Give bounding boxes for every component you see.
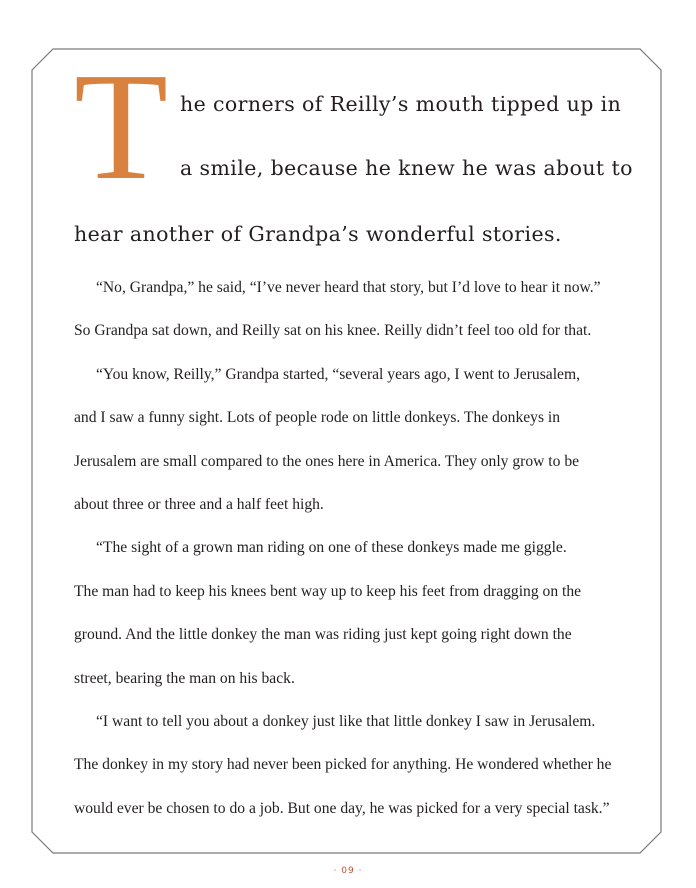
intro-line: he corners of Reilly’s mouth tipped up in	[180, 92, 622, 116]
body-line: “You know, Reilly,” Grandpa started, “several years ago, I went to Jerusalem,	[96, 365, 580, 383]
intro-line: hear another of Grandpa’s wonderful stories.	[74, 222, 562, 246]
body-line: and I saw a funny sight. Lots of people rode on little donkeys. The donkeys in	[74, 409, 561, 427]
drop-cap: T	[74, 42, 169, 212]
body-line: street, bearing the man on his back.	[74, 669, 295, 687]
intro-line: a smile, because he knew he was about to	[180, 156, 633, 180]
body-line: “The sight of a grown man riding on one of these donkeys made me giggle.	[96, 539, 567, 557]
body-line: ground. And the little donkey the man was riding just kept going right down the	[74, 626, 572, 644]
body-line: “I want to tell you about a donkey just like that little donkey I saw in Jerusalem.	[96, 713, 596, 730]
body-line: “No, Grandpa,” he said, “I’ve never heard that story, but I’d love to hear it now.”	[96, 279, 601, 296]
page-number: · 09 ·	[333, 866, 363, 876]
body-line: The donkey in my story had never been picked for anything. He wondered whether he	[74, 756, 612, 774]
body-line: So Grandpa sat down, and Reilly sat on his knee. Reilly didn’t feel too old for that.	[74, 322, 592, 340]
body-line: Jerusalem are small compared to the ones here in America. They only grow to be	[74, 452, 580, 470]
body-line: The man had to keep his knees bent way up to keep his feet from dragging on the	[74, 582, 582, 600]
body-line: about three or three and a half feet high.	[74, 496, 324, 513]
body-line: would ever be chosen to do a job. But one day, he was picked for a very special task.”	[74, 799, 610, 817]
